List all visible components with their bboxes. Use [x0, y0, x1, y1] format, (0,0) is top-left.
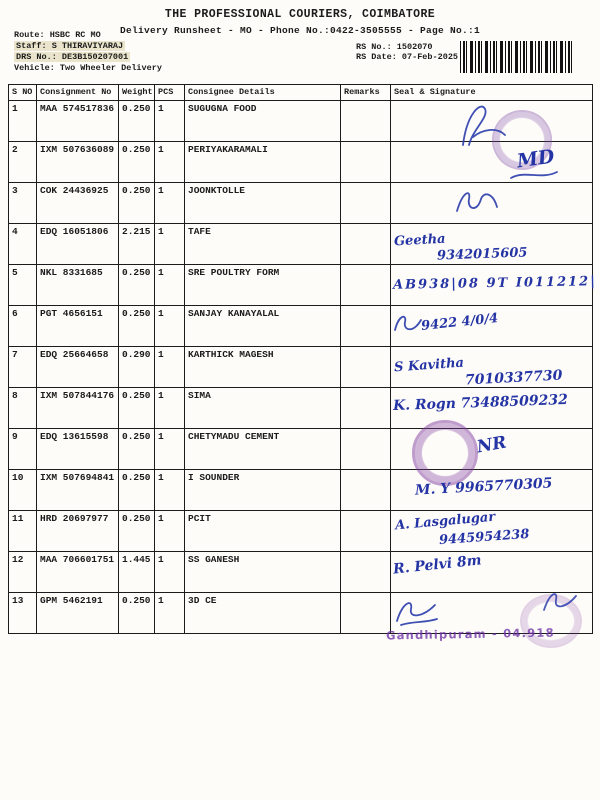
signature-phone: 9342015605 — [436, 245, 528, 264]
cell-sno: 3 — [9, 183, 37, 224]
cell-pcs: 1 — [155, 265, 185, 306]
cell-remarks — [341, 388, 391, 429]
cell-remarks — [341, 306, 391, 347]
cell-consignee: SRE POULTRY FORM — [185, 265, 341, 306]
cell-remarks — [341, 101, 391, 142]
signature-text: NR — [475, 432, 509, 458]
signature-scribble — [453, 187, 501, 219]
cell-remarks — [341, 552, 391, 593]
signature-text: MD — [515, 145, 556, 173]
signature-scribble — [540, 586, 580, 616]
cell-consignment: PGT 4656151 — [37, 306, 119, 347]
cell-consignee: KARTHICK MAGESH — [185, 347, 341, 388]
signature-text: AB938|08 9T I011212| — [392, 274, 598, 293]
table-row — [9, 511, 593, 552]
cell-consignee: SANJAY KANAYALAL — [185, 306, 341, 347]
cell-remarks — [341, 593, 391, 634]
cell-weight: 2.215 — [119, 224, 155, 265]
cell-consignee: PCIT — [185, 511, 341, 552]
cell-signature — [391, 347, 593, 388]
cell-sno: 12 — [9, 552, 37, 593]
table-row — [9, 429, 593, 470]
cell-pcs: 1 — [155, 593, 185, 634]
runsheet-subtitle: Delivery Runsheet - MO - Phone No.:0422-3505555 - Page No.:1 — [119, 25, 481, 36]
cell-consignee: SUGUGNA FOOD — [185, 101, 341, 142]
vehicle-line: Vehicle: Two Wheeler Delivery — [14, 63, 162, 73]
cell-remarks — [341, 224, 391, 265]
cell-consignment: EDQ 13615598 — [37, 429, 119, 470]
cell-sno: 7 — [9, 347, 37, 388]
signature-scribble — [457, 99, 509, 151]
office-stamp-text: Gandhipuram - 04.918 — [385, 625, 555, 643]
cell-pcs: 1 — [155, 511, 185, 552]
meta-block — [14, 30, 162, 74]
cell-consignment: IXM 507694841 — [37, 470, 119, 511]
cell-sno: 6 — [9, 306, 37, 347]
header-consignment: Consignment No — [37, 85, 119, 101]
signature-text: K. Rogn 73488509232 — [392, 391, 569, 415]
cell-consignment: IXM 507636089 — [37, 142, 119, 183]
table-row — [9, 224, 593, 265]
signature-text: 9422 4/0/4 — [420, 310, 499, 335]
cell-consignment: EDQ 25664658 — [37, 347, 119, 388]
cell-sno: 13 — [9, 593, 37, 634]
table-row — [9, 552, 593, 593]
cell-remarks — [341, 511, 391, 552]
cell-consignee: SS GANESH — [185, 552, 341, 593]
table-row — [9, 470, 593, 511]
rs-no-line: RS No.: 1502070 — [356, 42, 433, 52]
company-title: THE PROFESSIONAL COURIERS, COIMBATORE — [164, 8, 436, 21]
cell-signature — [391, 511, 593, 552]
cell-remarks — [341, 470, 391, 511]
cell-remarks — [341, 347, 391, 388]
cell-sno: 2 — [9, 142, 37, 183]
signature-name: A. Lasgalugar — [394, 509, 496, 534]
rs-block — [356, 42, 458, 62]
cell-weight: 0.250 — [119, 265, 155, 306]
cell-consignment: NKL 8331685 — [37, 265, 119, 306]
cell-consignment: EDQ 16051806 — [37, 224, 119, 265]
cell-pcs: 1 — [155, 183, 185, 224]
cell-signature — [391, 306, 593, 347]
table-row — [9, 265, 593, 306]
cell-remarks — [341, 183, 391, 224]
cell-pcs: 1 — [155, 347, 185, 388]
table-row — [9, 388, 593, 429]
cell-consignee: 3D CE — [185, 593, 341, 634]
header-consignee: Consignee Details — [185, 85, 341, 101]
round-seal-stamp — [412, 420, 478, 486]
cell-weight: 0.290 — [119, 347, 155, 388]
cell-remarks — [341, 429, 391, 470]
cell-weight: 0.250 — [119, 470, 155, 511]
cell-weight: 0.250 — [119, 388, 155, 429]
cell-weight: 0.250 — [119, 593, 155, 634]
cell-consignment: HRD 20697977 — [37, 511, 119, 552]
cell-pcs: 1 — [155, 470, 185, 511]
cell-consignment: COK 24436925 — [37, 183, 119, 224]
cell-sno: 4 — [9, 224, 37, 265]
staff-line: Staff: S THIRAVIYARAJ — [16, 41, 124, 51]
signature-phone: 7010337730 — [464, 367, 563, 389]
cell-pcs: 1 — [155, 429, 185, 470]
cell-sno: 9 — [9, 429, 37, 470]
cell-signature — [391, 265, 598, 306]
cell-consignee: CHETYMADU CEMENT — [185, 429, 341, 470]
signature-name: S Kavitha — [393, 355, 465, 376]
header-remarks: Remarks — [341, 85, 391, 101]
cell-sno: 10 — [9, 470, 37, 511]
cell-pcs: 1 — [155, 388, 185, 429]
table-row — [9, 101, 593, 142]
cell-consignment: IXM 507844176 — [37, 388, 119, 429]
signature-phone: 9445954238 — [438, 526, 530, 549]
signature-text: M. Y 9965770305 — [414, 475, 553, 499]
cell-pcs: 1 — [155, 552, 185, 593]
table-row — [9, 306, 593, 347]
cell-consignment: MAA 706601751 — [37, 552, 119, 593]
cell-consignee: PERIYAKARAMALI — [185, 142, 341, 183]
cell-pcs: 1 — [155, 224, 185, 265]
cell-weight: 0.250 — [119, 306, 155, 347]
cell-signature — [391, 388, 593, 429]
signature-underline-flourish — [509, 166, 559, 182]
cell-weight: 0.250 — [119, 429, 155, 470]
cell-remarks — [341, 142, 391, 183]
cell-signature — [391, 224, 593, 265]
rs-date-line: RS Date: 07-Feb-2025 — [356, 52, 459, 62]
cell-pcs: 1 — [155, 101, 185, 142]
header-sno: S NO — [9, 85, 37, 101]
cell-weight: 0.250 — [119, 183, 155, 224]
header-pcs: PCS — [155, 85, 185, 101]
cell-pcs: 1 — [155, 306, 185, 347]
cell-consignee: JOONKTOLLE — [185, 183, 341, 224]
cell-sno: 8 — [9, 388, 37, 429]
cell-sno: 1 — [9, 101, 37, 142]
cell-weight: 0.250 — [119, 142, 155, 183]
cell-consignment: GPM 5462191 — [37, 593, 119, 634]
cell-consignee: TAFE — [185, 224, 341, 265]
runsheet-table — [8, 84, 598, 634]
table-row — [9, 183, 593, 224]
barcode — [460, 41, 572, 73]
header-signature: Seal & Signature — [391, 85, 593, 101]
cell-consignee: I SOUNDER — [185, 470, 341, 511]
signature-text: R. Pelvi 8m — [392, 552, 483, 578]
cell-sno: 5 — [9, 265, 37, 306]
cell-weight: 1.445 — [119, 552, 155, 593]
cell-pcs: 1 — [155, 142, 185, 183]
cell-weight: 0.250 — [119, 511, 155, 552]
cell-signature — [391, 101, 593, 142]
cell-remarks — [341, 265, 391, 306]
drs-no-line: DRS No.: DE3B150207001 — [16, 52, 129, 62]
signature-name: Geetha — [393, 231, 446, 250]
cell-signature — [391, 183, 593, 224]
cell-consignee: SIMA — [185, 388, 341, 429]
table-row — [9, 347, 593, 388]
signature-scribble — [393, 597, 441, 627]
cell-consignment: MAA 574517836 — [37, 101, 119, 142]
route-line: Route: HSBC RC MO — [14, 30, 101, 40]
cell-weight: 0.250 — [119, 101, 155, 142]
cell-sno: 11 — [9, 511, 37, 552]
header-weight: Weight — [119, 85, 155, 101]
